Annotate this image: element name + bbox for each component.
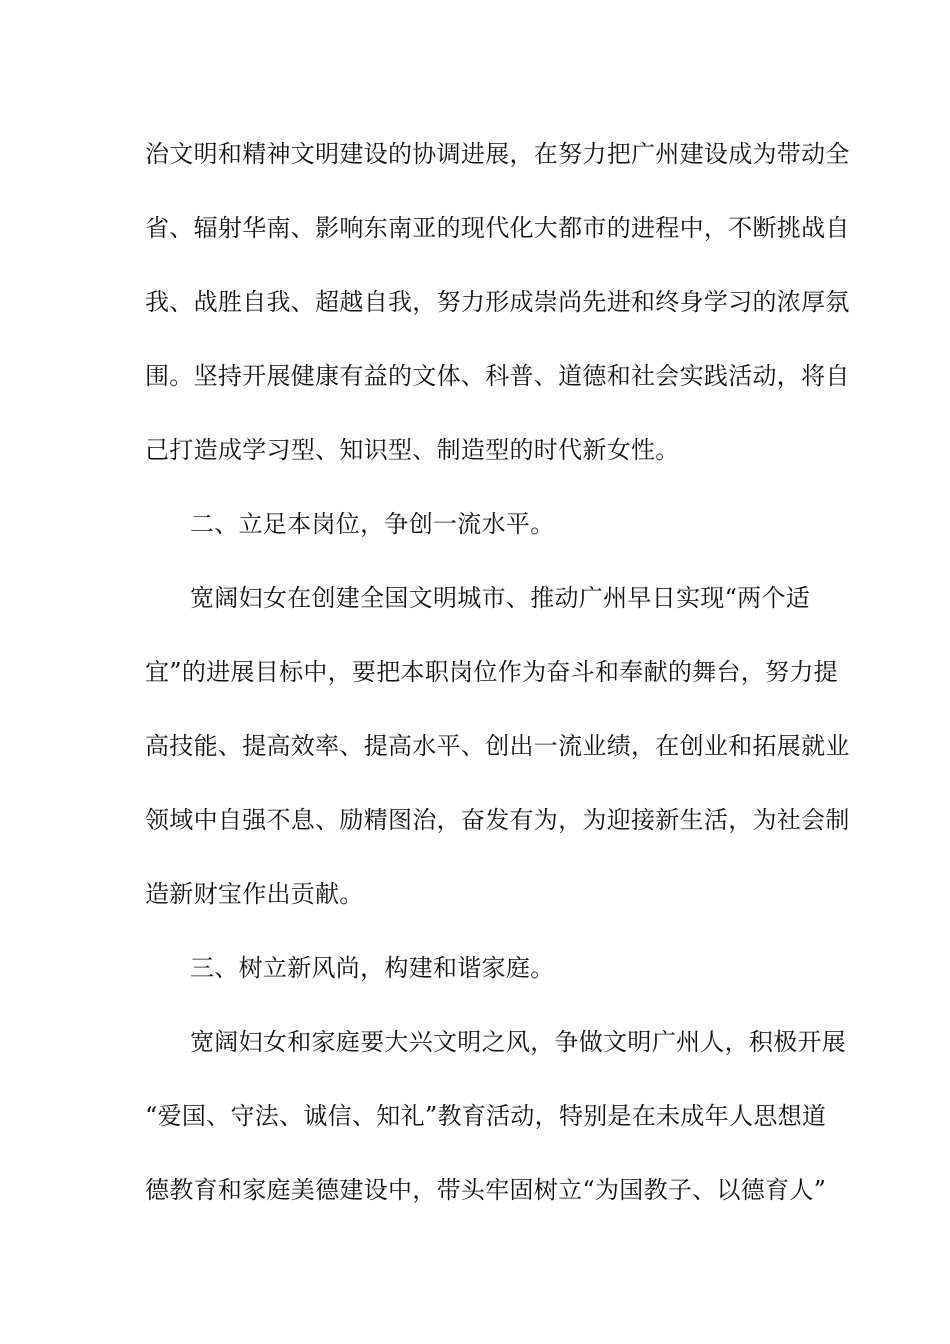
text-line: 高技能、提高效率、提高水平、创出一流业绩，在创业和拓展就业 <box>145 732 850 760</box>
text-line: 领域中自强不息、励精图治，奋发有为，为迎接新生活，为社会制 <box>145 806 850 834</box>
text-line: 围。坚持开展健康有益的文体、科普、道德和社会实践活动，将自 <box>145 362 850 390</box>
text-line: 己打造成学习型、知识型、制造型的时代新女性。 <box>145 436 680 464</box>
text-line: 治文明和精神文明建设的协调进展，在努力把广州建设成为带动全 <box>145 140 850 168</box>
paragraph-first-line: 宽阔妇女和家庭要大兴文明之风，争做文明广州人，积极开展 <box>190 1028 847 1056</box>
text-line: 省、辐射华南、影响东南亚的现代化大都市的进程中，不断挑战自 <box>145 214 850 242</box>
section-heading: 三、树立新风尚，构建和谐家庭。 <box>190 954 555 982</box>
text-line: 宜”的进展目标中，要把本职岗位作为奋斗和奉献的舞台，努力提 <box>145 658 838 686</box>
text-line: 德教育和家庭美德建设中，带头牢固树立“为国教子、以德育人” <box>145 1176 827 1204</box>
text-line: 我、战胜自我、超越自我，努力形成崇尚先进和终身学习的浓厚氛 <box>145 288 850 316</box>
text-line: “爱国、守法、诚信、知礼”教育活动，特别是在未成年人思想道 <box>145 1102 827 1130</box>
section-heading: 二、立足本岗位，争创一流水平。 <box>190 510 555 538</box>
paragraph-first-line: 宽阔妇女在创建全国文明城市、推动广州早日实现“两个适 <box>190 584 811 612</box>
text-line: 造新财宝作出贡献。 <box>145 880 364 908</box>
